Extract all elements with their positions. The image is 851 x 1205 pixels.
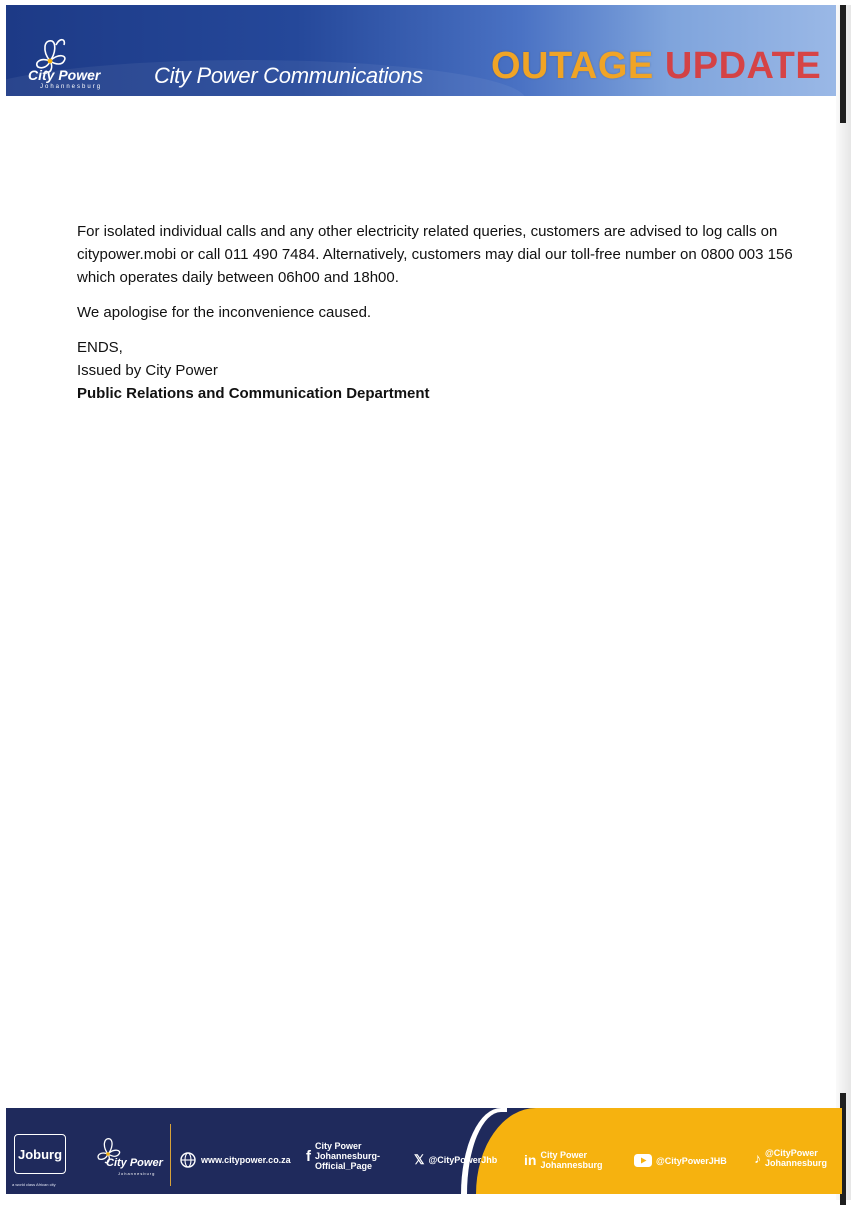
- linkedin-icon: in: [524, 1152, 537, 1168]
- linkedin-line1: City Power: [540, 1150, 587, 1160]
- header-brand-name: City Power: [28, 67, 101, 83]
- footer-curve: [461, 1108, 507, 1194]
- facebook-line2: Johannesburg-: [315, 1151, 381, 1161]
- footer-banner: [6, 1108, 842, 1194]
- facebook-line1: City Power: [315, 1141, 362, 1151]
- website-text: www.citypower.co.za: [201, 1155, 291, 1165]
- contact-paragraph: For isolated individual calls and any other electricity related queries, customers are advised to log calls on citypower.mobi or call 011 490 7484. Alternatively, customers may dial our toll-free number on 0800 003 156 which operates daily between 06h00 and 18h00.: [77, 223, 793, 286]
- tiktok-text: [765, 1148, 827, 1168]
- linkedin-link[interactable]: [524, 1150, 602, 1170]
- department-line: Public Relations and Communication Department: [77, 385, 430, 402]
- outage-update-banner: [491, 45, 821, 88]
- youtube-icon: [634, 1154, 652, 1167]
- linkedin-text: [540, 1150, 602, 1170]
- joburg-logo: Joburg: [14, 1134, 66, 1174]
- outage-word: OUTAGE: [491, 45, 654, 87]
- update-word: UPDATE: [664, 45, 822, 87]
- x-icon: 𝕏: [414, 1152, 425, 1167]
- youtube-link[interactable]: [634, 1154, 727, 1167]
- youtube-handle: @CityPowerJHB: [656, 1155, 727, 1166]
- x-link[interactable]: [414, 1152, 497, 1168]
- x-handle: @CityPowerJhb: [428, 1155, 498, 1165]
- header-banner: [6, 5, 836, 96]
- statement-body: [77, 220, 797, 405]
- footer-divider: [170, 1124, 171, 1186]
- header-title: City Power Communications: [154, 63, 423, 88]
- tiktok-icon: ♪: [754, 1150, 761, 1166]
- globe-icon: [180, 1152, 196, 1168]
- apology-paragraph: We apologise for the inconvenience caused.: [77, 304, 372, 321]
- ends-line: ENDS,: [77, 339, 123, 356]
- facebook-text: [315, 1141, 380, 1171]
- tiktok-line1: @CityPower: [765, 1148, 818, 1158]
- facebook-line3: Official_Page: [315, 1161, 373, 1171]
- footer-brand-sub: Johannesburg: [118, 1171, 156, 1176]
- joburg-tagline: a world class African city: [12, 1182, 56, 1187]
- tiktok-link[interactable]: [754, 1148, 827, 1168]
- header-brand-sub: Johannesburg: [40, 84, 103, 90]
- page-edge: [836, 5, 851, 1200]
- issued-by-line: Issued by City Power: [77, 362, 218, 379]
- website-link[interactable]: [180, 1152, 291, 1168]
- facebook-icon: f: [306, 1147, 311, 1165]
- edge-shadow-top: [840, 5, 846, 123]
- facebook-link[interactable]: [306, 1141, 380, 1171]
- tiktok-line2: Johannesburg: [765, 1158, 828, 1168]
- linkedin-line2: Johannesburg: [540, 1160, 603, 1170]
- footer-brand-name: City Power: [106, 1157, 163, 1169]
